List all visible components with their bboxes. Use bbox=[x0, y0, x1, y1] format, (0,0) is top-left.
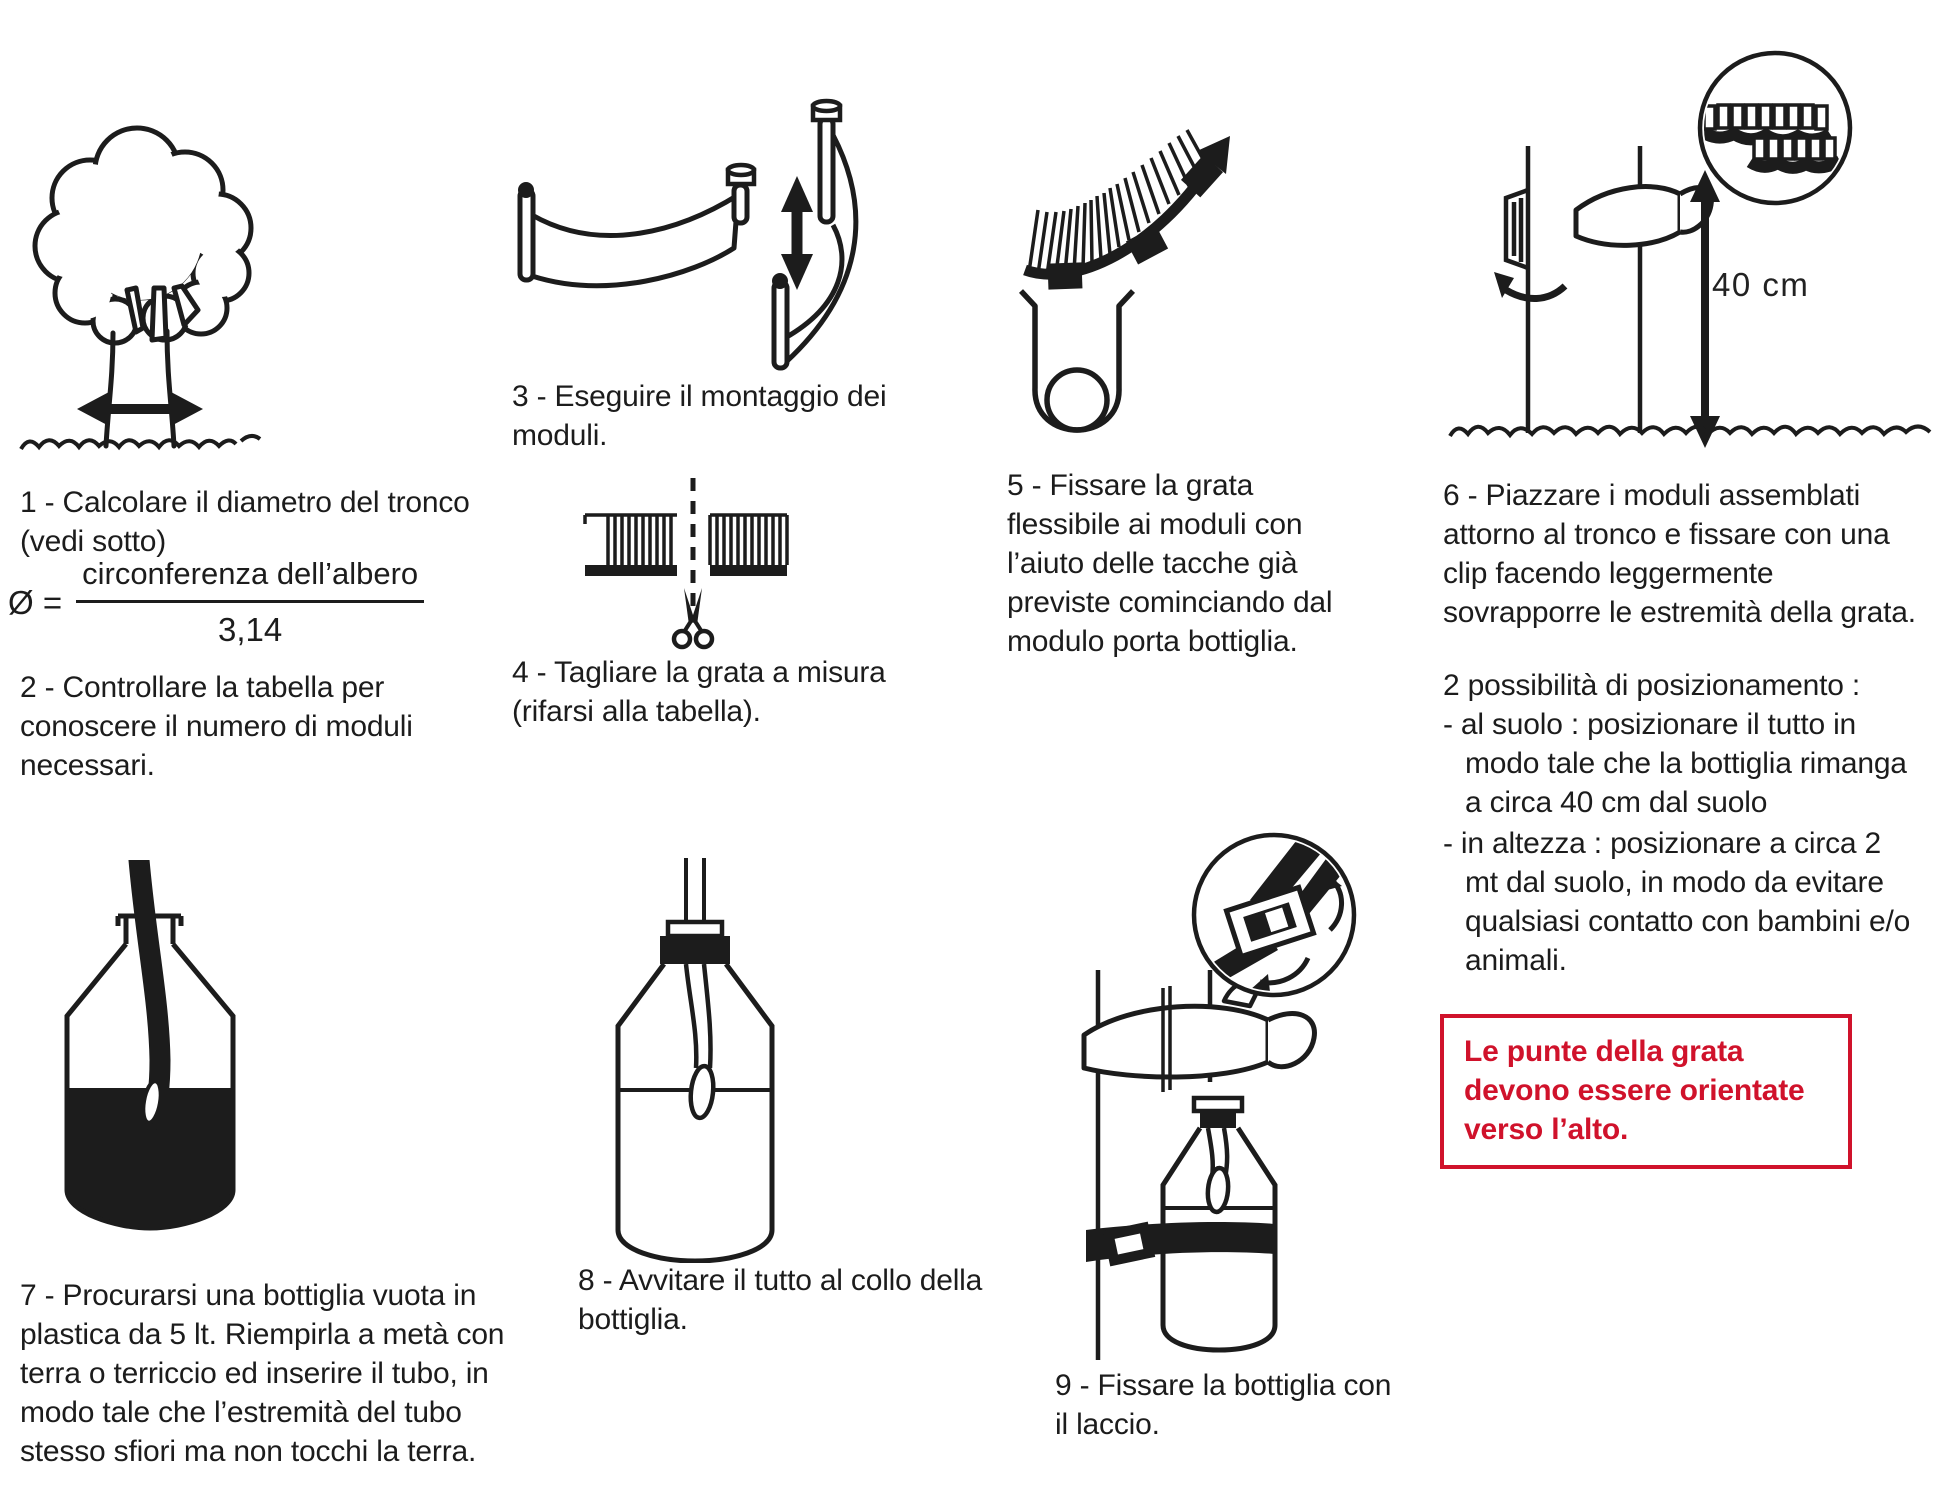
tree-diameter-illustration bbox=[15, 108, 265, 468]
buckle-detail-inset bbox=[1194, 835, 1354, 995]
step-6-text: 6 - Piazzare i moduli assemblati attorno al tronco e fissare con una clip facendo leggermente sovrapporre le estremità della grata. bbox=[1443, 479, 1916, 629]
formula-numerator: circonferenza dell’albero bbox=[76, 556, 424, 603]
ground-line bbox=[1450, 427, 1930, 437]
step-7-illustration bbox=[55, 860, 245, 1260]
step-5-illustration bbox=[1005, 88, 1425, 468]
tree-icon bbox=[15, 108, 265, 468]
step-3-text: 3 - Eseguire il montaggio dei moduli. bbox=[512, 380, 887, 452]
module-side-view bbox=[772, 101, 856, 368]
overlap-detail-inset bbox=[1700, 53, 1850, 203]
step-8-text: 8 - Avvitare il tutto al collo della bottiglia. bbox=[578, 1264, 983, 1336]
step-1-text: 1 - Calcolare il diametro del tronco (vedi sotto) bbox=[20, 486, 470, 558]
module-assembly-icon bbox=[512, 90, 1002, 375]
positioning-option-ground: - al suolo : posizionare il tutto in modo tale che la bottiglia rimanga a circa 40 cm dal suolo bbox=[1443, 708, 1907, 819]
step-9-text: 9 - Fissare la bottiglia con il laccio. bbox=[1055, 1369, 1392, 1441]
step-4-text: 4 - Tagliare la grata a misura (rifarsi alla tabella). bbox=[512, 656, 886, 728]
positioning-options bbox=[1443, 705, 1911, 980]
height-label: 40 cm bbox=[1712, 266, 1810, 303]
cut-grate-icon bbox=[550, 470, 920, 670]
step-8-illustration bbox=[598, 858, 793, 1263]
warning-box bbox=[1440, 1014, 1852, 1169]
tube-icon bbox=[686, 964, 711, 1068]
ground-line bbox=[21, 436, 260, 449]
ribbon-band bbox=[1576, 187, 1711, 246]
step-9-illustration bbox=[1072, 830, 1417, 1375]
bottle-holder-module bbox=[1021, 291, 1133, 430]
step-3-illustration bbox=[512, 90, 1002, 375]
vertical-arrow-icon bbox=[781, 176, 813, 290]
formula-symbol: Ø = bbox=[8, 583, 63, 621]
grate-band bbox=[1025, 166, 1210, 274]
clip-icon bbox=[1506, 190, 1528, 268]
bottle-screwed-cap-icon bbox=[598, 858, 793, 1263]
step-7-text: 7 - Procurarsi una bottiglia vuota in plastica da 5 lt. Riempirla a metà con terra o terriccio ed inserire il tubo, in modo tale che l’estremità del tubo stesso sfiori ma non tocchi la terra. bbox=[20, 1279, 505, 1468]
diameter-arrow-icon bbox=[77, 392, 203, 426]
bottle-half-filled-icon bbox=[55, 860, 245, 1260]
warning-text: Le punte della grata devono essere orientate verso l’alto. bbox=[1464, 1035, 1805, 1146]
step-6-illustration bbox=[1448, 28, 1948, 478]
ribbon-band bbox=[1084, 981, 1314, 1092]
formula-denominator: 3,14 bbox=[218, 611, 283, 648]
tube-opening bbox=[688, 1065, 715, 1119]
bottle-strapped-icon bbox=[1072, 830, 1417, 1375]
step-2-text: 2 - Controllare la tabella per conoscere il numero di moduli necessari. bbox=[20, 671, 413, 782]
flexible-grate-icon bbox=[1005, 88, 1425, 468]
step-5-text: 5 - Fissare la grata flessibile ai moduli con l’aiuto delle tacche già previste cominciando dal modulo porta bottiglia. bbox=[1007, 469, 1333, 658]
positioning-title: 2 possibilità di posizionamento : bbox=[1443, 669, 1860, 702]
rotate-arrow-icon bbox=[1506, 286, 1565, 299]
positioning-option-height: - in altezza : posizionare a circa 2 mt dal suolo, in modo da evitare qualsiasi contatto con bambini e/o animali. bbox=[1443, 827, 1911, 977]
cap-icon bbox=[728, 165, 754, 184]
diameter-formula bbox=[8, 556, 424, 649]
tube-opening bbox=[1206, 1167, 1230, 1213]
step-4-illustration bbox=[550, 470, 920, 670]
trunk-modules-icon bbox=[1448, 28, 1948, 478]
